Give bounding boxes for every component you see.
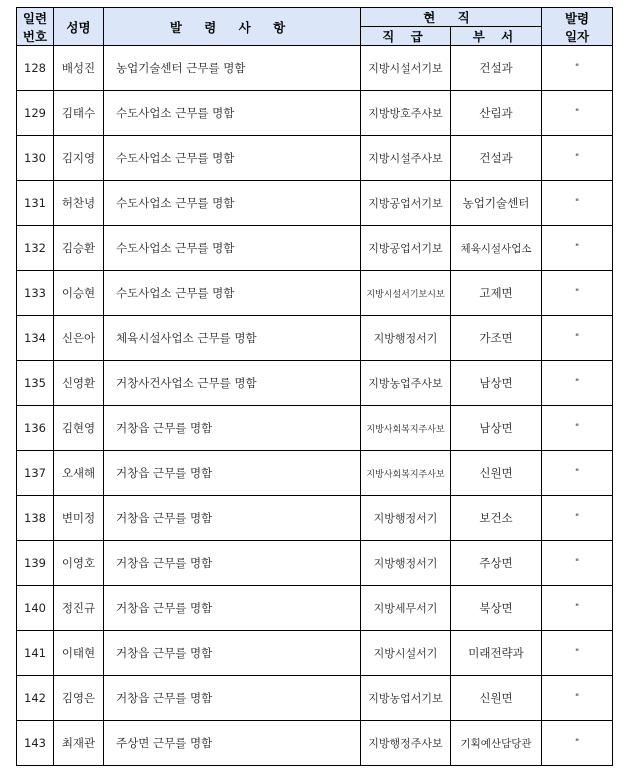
- name-cell: 김현영: [54, 406, 104, 451]
- appointment-detail-cell: 거창읍 근무를 명함: [104, 406, 361, 451]
- header-rank: 직 급: [361, 27, 451, 46]
- department-cell: 가조면: [451, 316, 542, 361]
- header-serial: [17, 8, 54, 46]
- header-name: 성명: [54, 8, 104, 46]
- appointment-detail-cell: 수도사업소 근무를 명함: [104, 91, 361, 136]
- department-cell: 남상면: [451, 406, 542, 451]
- date-cell: ": [542, 226, 613, 271]
- department-cell: 체육시설사업소: [451, 226, 542, 271]
- header-position: 현 직: [361, 8, 542, 27]
- appointment-detail-cell: 거창사건사업소 근무를 명함: [104, 361, 361, 406]
- table-row: [17, 631, 613, 676]
- rank-cell: 지방세무서기: [361, 586, 451, 631]
- date-cell: ": [542, 586, 613, 631]
- rank-cell: 지방방호주사보: [361, 91, 451, 136]
- date-cell: ": [542, 541, 613, 586]
- appointment-detail-cell: 체육시설사업소 근무를 명함: [104, 316, 361, 361]
- name-cell: 오새해: [54, 451, 104, 496]
- table-row: [17, 361, 613, 406]
- table-row: [17, 46, 613, 91]
- date-cell: ": [542, 406, 613, 451]
- appointment-detail-cell: 거창읍 근무를 명함: [104, 676, 361, 721]
- serial-number-cell: 137: [17, 451, 54, 496]
- date-cell: ": [542, 361, 613, 406]
- table-row: [17, 451, 613, 496]
- name-cell: 변미정: [54, 496, 104, 541]
- rank-cell: 지방행정주사보: [361, 721, 451, 766]
- name-cell: 신영환: [54, 361, 104, 406]
- name-cell: 이태현: [54, 631, 104, 676]
- appointment-detail-cell: 거창읍 근무를 명함: [104, 496, 361, 541]
- name-cell: 이승현: [54, 271, 104, 316]
- date-cell: ": [542, 676, 613, 721]
- rank-cell: 지방시설서기보시보: [361, 271, 451, 316]
- rank-cell: 지방사회복지주사보: [361, 451, 451, 496]
- table-header: [17, 8, 613, 46]
- serial-number-cell: 130: [17, 136, 54, 181]
- header-department: 부 서: [451, 27, 542, 46]
- name-cell: 김영은: [54, 676, 104, 721]
- name-cell: 신은아: [54, 316, 104, 361]
- serial-number-cell: 132: [17, 226, 54, 271]
- table-row: [17, 271, 613, 316]
- rank-cell: 지방시설주사보: [361, 136, 451, 181]
- name-cell: 이영호: [54, 541, 104, 586]
- rank-cell: 지방행정서기: [361, 496, 451, 541]
- rank-cell: 지방행정서기: [361, 541, 451, 586]
- table-row: [17, 136, 613, 181]
- header-date: [542, 8, 613, 46]
- rank-cell: 지방사회복지주사보: [361, 406, 451, 451]
- appointment-detail-cell: 수도사업소 근무를 명함: [104, 136, 361, 181]
- department-cell: 농업기술센터: [451, 181, 542, 226]
- serial-number-cell: 142: [17, 676, 54, 721]
- appointment-table: [16, 7, 613, 766]
- date-cell: ": [542, 631, 613, 676]
- rank-cell: 지방시설서기보: [361, 46, 451, 91]
- table-row: [17, 406, 613, 451]
- serial-number-cell: 139: [17, 541, 54, 586]
- date-cell: ": [542, 451, 613, 496]
- appointment-detail-cell: 수도사업소 근무를 명함: [104, 271, 361, 316]
- header-serial-line2: 번호: [22, 28, 48, 44]
- appointment-detail-cell: 수도사업소 근무를 명함: [104, 181, 361, 226]
- appointment-detail-cell: 거창읍 근무를 명함: [104, 541, 361, 586]
- date-cell: ": [542, 271, 613, 316]
- department-cell: 고제면: [451, 271, 542, 316]
- table-row: [17, 181, 613, 226]
- serial-number-cell: 141: [17, 631, 54, 676]
- name-cell: 김태수: [54, 91, 104, 136]
- serial-number-cell: 136: [17, 406, 54, 451]
- date-cell: ": [542, 316, 613, 361]
- department-cell: 건설과: [451, 136, 542, 181]
- serial-number-cell: 131: [17, 181, 54, 226]
- name-cell: 김승환: [54, 226, 104, 271]
- appointment-detail-cell: 거창읍 근무를 명함: [104, 631, 361, 676]
- table-body: [17, 46, 613, 766]
- appointment-detail-cell: 농업기술센터 근무를 명함: [104, 46, 361, 91]
- appointment-detail-cell: 수도사업소 근무를 명함: [104, 226, 361, 271]
- serial-number-cell: 135: [17, 361, 54, 406]
- serial-number-cell: 128: [17, 46, 54, 91]
- table-row: [17, 316, 613, 361]
- department-cell: 신원면: [451, 451, 542, 496]
- header-serial-line1: 일련: [22, 10, 48, 26]
- name-cell: 배성진: [54, 46, 104, 91]
- appointment-detail-cell: 거창읍 근무를 명함: [104, 586, 361, 631]
- header-date-line2: 일자: [564, 28, 590, 44]
- name-cell: 허찬녕: [54, 181, 104, 226]
- serial-number-cell: 140: [17, 586, 54, 631]
- rank-cell: 지방공업서기보: [361, 181, 451, 226]
- rank-cell: 지방시설서기: [361, 631, 451, 676]
- table-row: [17, 226, 613, 271]
- date-cell: ": [542, 181, 613, 226]
- department-cell: 산림과: [451, 91, 542, 136]
- table-row: [17, 541, 613, 586]
- department-cell: 건설과: [451, 46, 542, 91]
- department-cell: 미래전략과: [451, 631, 542, 676]
- department-cell: 북상면: [451, 586, 542, 631]
- serial-number-cell: 134: [17, 316, 54, 361]
- serial-number-cell: 129: [17, 91, 54, 136]
- table-row: [17, 676, 613, 721]
- header-date-line1: 발령: [564, 10, 590, 26]
- department-cell: 기획예산담당관: [451, 721, 542, 766]
- date-cell: ": [542, 136, 613, 181]
- date-cell: ": [542, 91, 613, 136]
- rank-cell: 지방농업서기보: [361, 676, 451, 721]
- serial-number-cell: 143: [17, 721, 54, 766]
- date-cell: ": [542, 46, 613, 91]
- table-row: [17, 586, 613, 631]
- serial-number-cell: 138: [17, 496, 54, 541]
- department-cell: 남상면: [451, 361, 542, 406]
- table-row: [17, 496, 613, 541]
- serial-number-cell: 133: [17, 271, 54, 316]
- rank-cell: 지방농업주사보: [361, 361, 451, 406]
- table-row: [17, 721, 613, 766]
- appointment-detail-cell: 주상면 근무를 명함: [104, 721, 361, 766]
- date-cell: ": [542, 496, 613, 541]
- department-cell: 주상면: [451, 541, 542, 586]
- date-cell: ": [542, 721, 613, 766]
- department-cell: 신원면: [451, 676, 542, 721]
- department-cell: 보건소: [451, 496, 542, 541]
- header-details: 발 령 사 항: [104, 8, 361, 46]
- table-row: [17, 91, 613, 136]
- appointment-detail-cell: 거창읍 근무를 명함: [104, 451, 361, 496]
- rank-cell: 지방행정서기: [361, 316, 451, 361]
- name-cell: 최재관: [54, 721, 104, 766]
- name-cell: 정진규: [54, 586, 104, 631]
- rank-cell: 지방공업서기보: [361, 226, 451, 271]
- name-cell: 김지영: [54, 136, 104, 181]
